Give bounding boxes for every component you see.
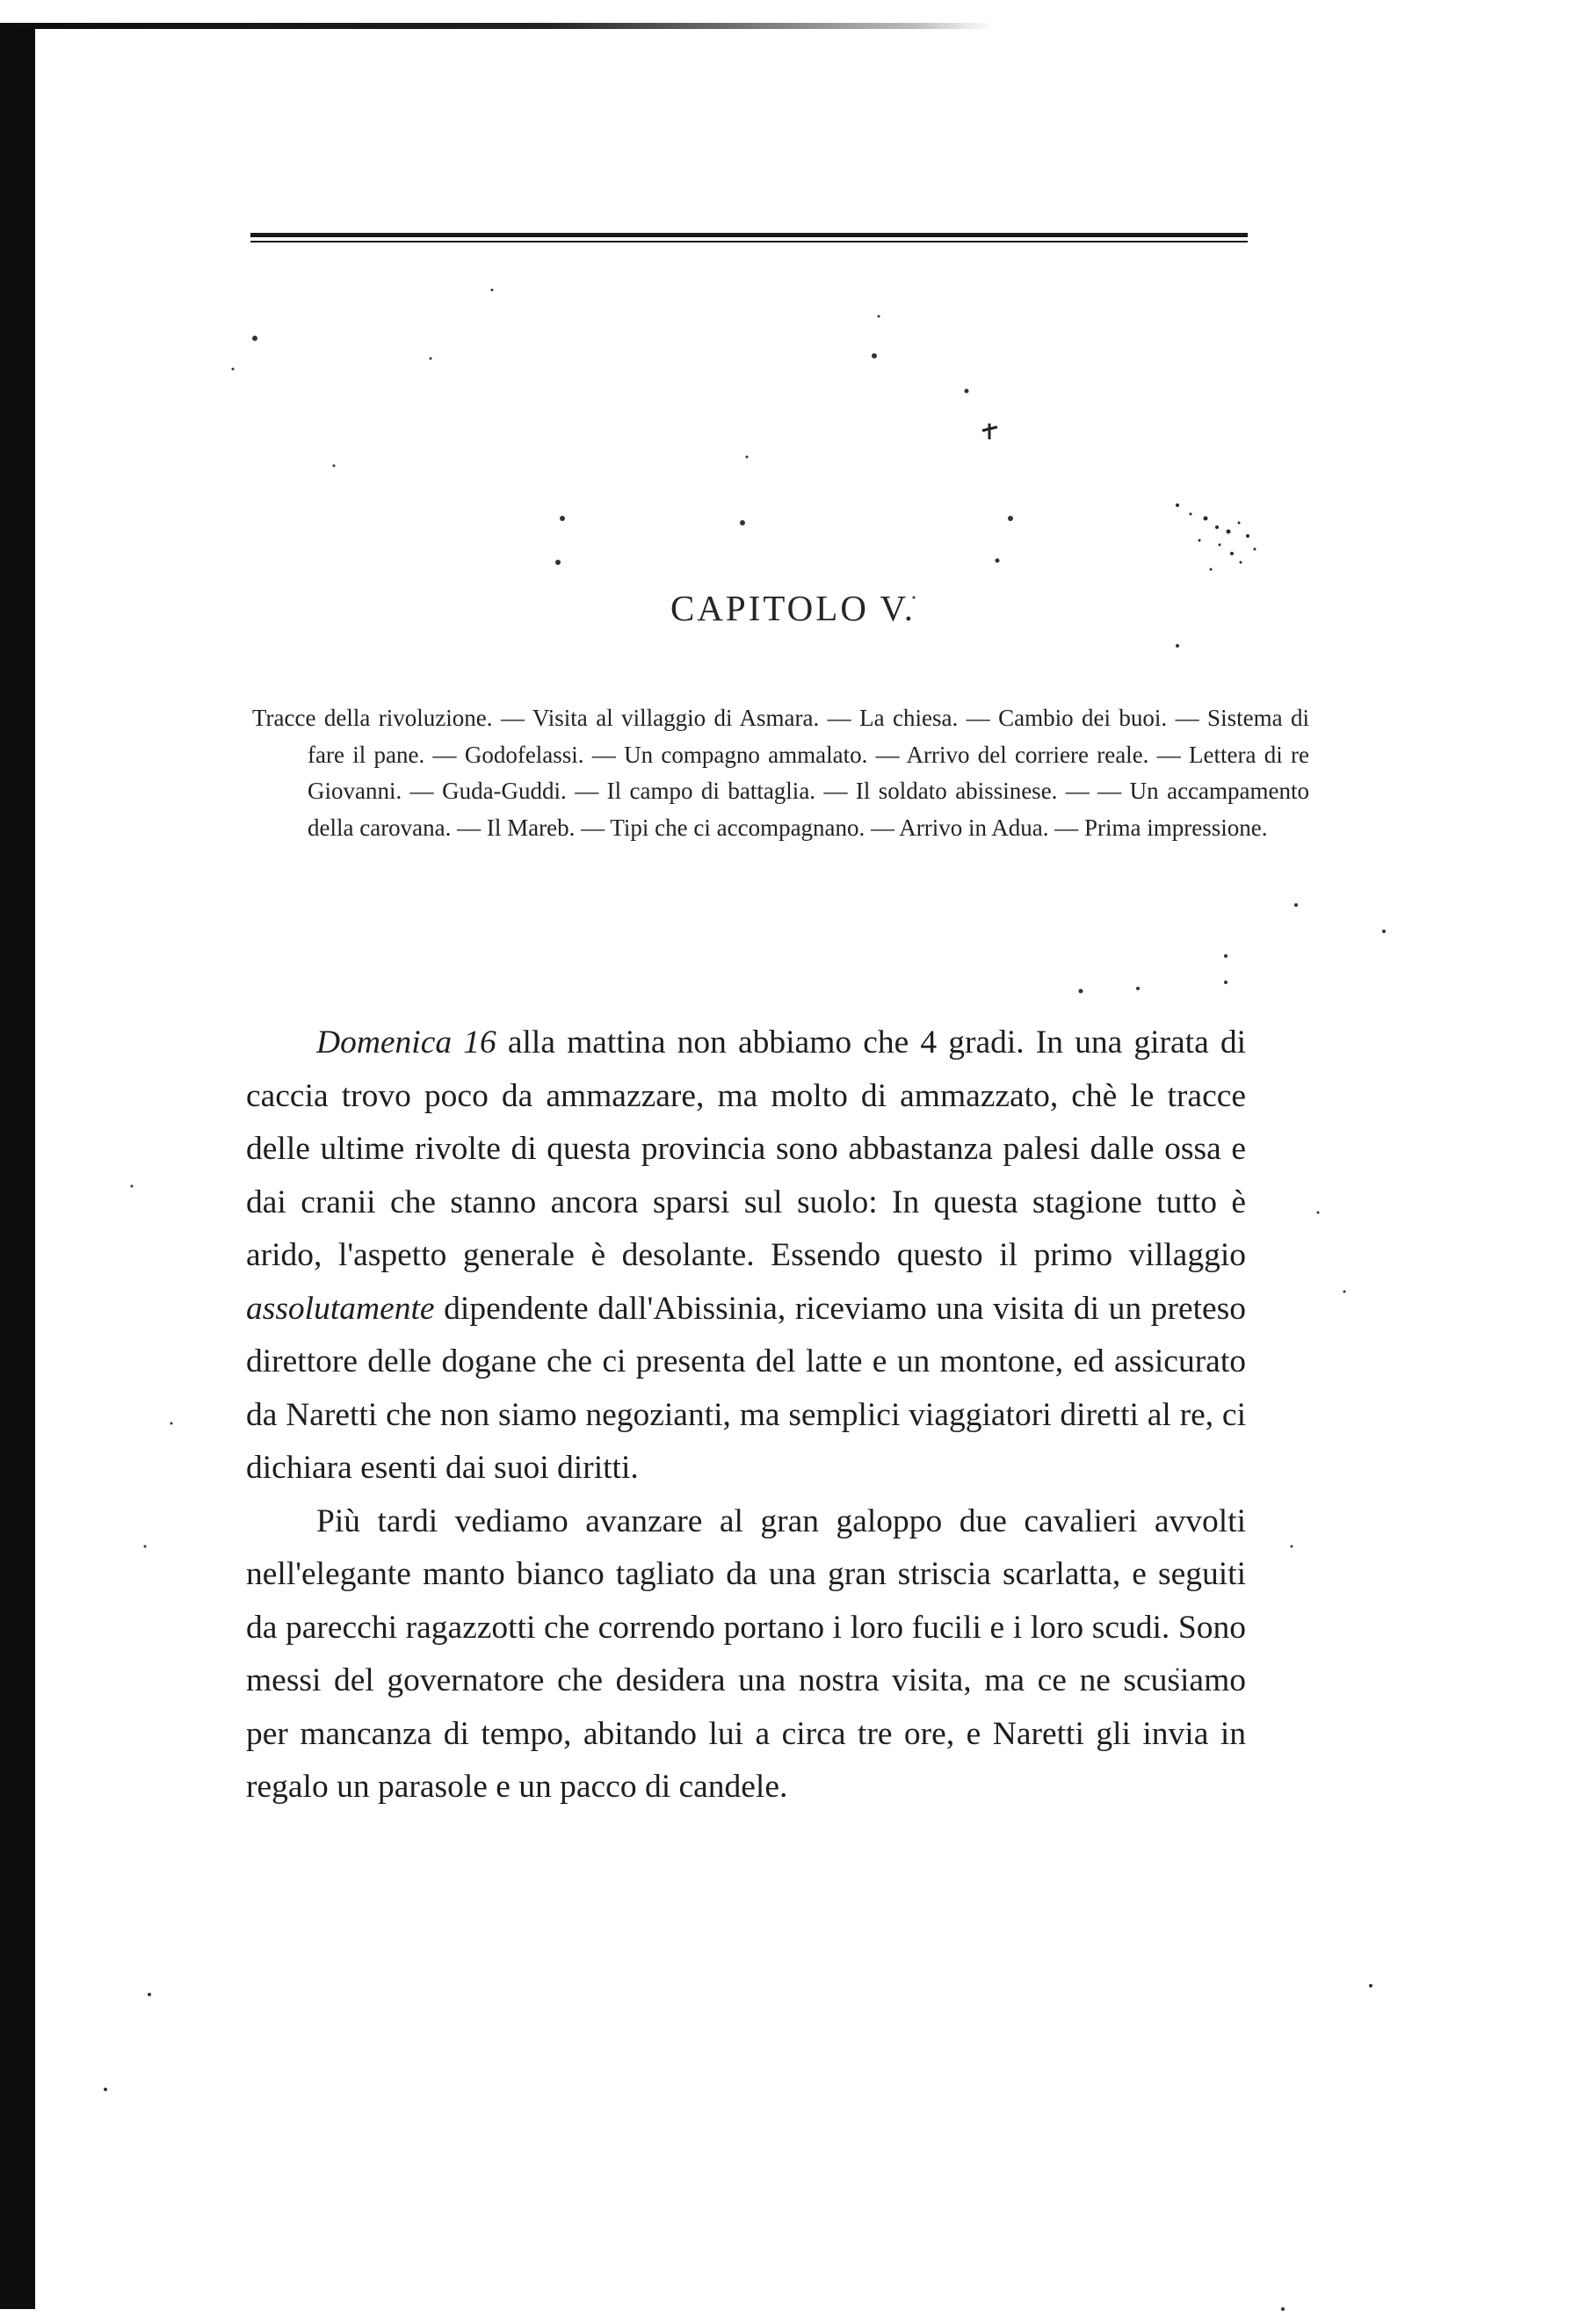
- body-text: [246, 1017, 1246, 1814]
- paragraph-2: Più tardi vediamo avanzare al gran galoppo due cavalieri avvolti nell'elegante manto bianco tagliato da una gran striscia scarlatta, e seguiti da parecchi ragazzotti che correndo portano i loro fucili e i loro scudi. Sono messi del governatore che desidera una nostra visita, ma ce ne scusiamo per mancanza di tempo, abitando lui a circa tre ore, e Naretti gli invia in regalo un parasole e un pacco di candele.: [246, 1502, 1246, 1805]
- chapter-title: CAPITOLO V.: [670, 588, 916, 628]
- date-italic: Domenica 16: [316, 1024, 496, 1061]
- emphasis-italic: assolutamente: [246, 1290, 435, 1327]
- paragraph-1: [246, 1017, 1246, 1495]
- paragraph-1-text-b: dipendente dall'Abissinia, riceviamo una visita di un preteso direttore delle dogane che ci presenta del latte e un montone, ed assicurato da Naretti che non siamo negozianti, ma semplici viaggiatori diretti al re, ci dichiara esenti dai suoi diritti.: [246, 1290, 1246, 1486]
- paragraph-1-text-a: alla mattina non abbiamo che 4 gradi. In una girata di caccia trovo poco da ammazzare, ma molto di ammazzato, chè le tracce delle ultime rivolte di questa provincia sono abbastanza palesi dalle ossa e dai cranii che stanno ancora sparsi sul suolo: In questa stagione tutto è arido, l'aspetto generale è desolante. Essendo questo il primo villaggio: [246, 1024, 1246, 1273]
- chapter-summary: Tracce della rivoluzione. — Visita al villaggio di Asmara. — La chiesa. — Cambio dei buoi. — Sistema di fare il pane. — Godofelassi. — Un compagno ammalato. — Arrivo del corriere reale. — Lettera di re Giovanni. — Guda-Guddi. — Il campo di battaglia. — Il soldato abissinese. — — Un accampamento della carovana. — Il Mareb. — Tipi che ci accompagnano. — Arrivo in Adua. — Prima impressione.: [252, 705, 1309, 841]
